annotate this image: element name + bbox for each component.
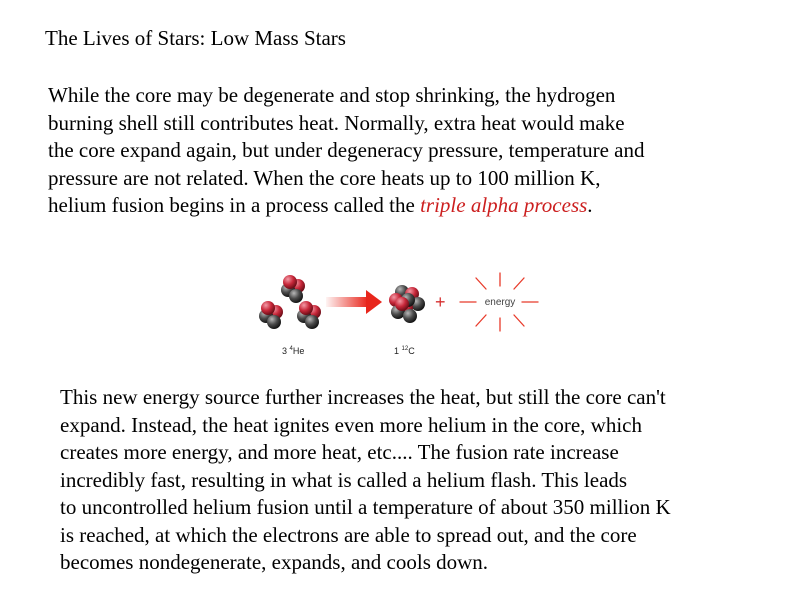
line-suffix: .: [587, 193, 593, 217]
helium-nucleus: [297, 301, 321, 329]
paragraph-line: creates more energy, and more heat, etc.... The fusion rate increase: [60, 440, 619, 464]
product-label: 1 $^{12}$C: [394, 346, 415, 356]
paragraph-line: becomes nondegenerate, expands, and cools down.: [60, 550, 489, 574]
paragraph-line: the core expand again, but under degeneracy pressure, temperature and: [48, 138, 645, 162]
page-title: The Lives of Stars: Low Mass Stars: [45, 26, 346, 50]
paragraph-line: to uncontrolled helium fusion until a temperature of about 350 million K: [60, 495, 671, 519]
paragraph-line: expand. Instead, the heat ignites even more helium in the core, which: [60, 412, 642, 437]
plus-sign: +: [435, 292, 446, 312]
helium-nucleus: [259, 301, 283, 329]
carbon-nucleus: [389, 285, 425, 323]
energy-label: energy: [484, 297, 516, 308]
triple-alpha-diagram: [252, 268, 542, 368]
reactant-label: 3 $^4$He: [282, 346, 305, 356]
paragraph-line: is reached, at which the electrons are able to spread out, and the core: [60, 522, 637, 547]
line-prefix: helium fusion begins in a process called the: [48, 193, 421, 217]
paragraph-line: While the core may be degenerate and stop shrinking, the hydrogen: [48, 83, 616, 107]
triple-alpha-term: triple alpha process: [420, 193, 588, 217]
paragraph-line: This new energy source further increases the heat, but still the core can't: [60, 385, 666, 409]
paragraph-line: incredibly fast, resulting in what is called a helium flash. This leads: [60, 467, 628, 492]
paragraph-line: [48, 192, 644, 220]
reaction-arrow-icon: [326, 290, 382, 314]
intro-paragraph: [48, 82, 644, 220]
helium-nucleus: [281, 275, 305, 303]
paragraph-line: pressure are not related. When the core heats up to 100 million K,: [48, 165, 601, 190]
paragraph-line: burning shell still contributes heat. Normally, extra heat would make: [48, 110, 625, 135]
helium-flash-paragraph: [60, 384, 671, 577]
